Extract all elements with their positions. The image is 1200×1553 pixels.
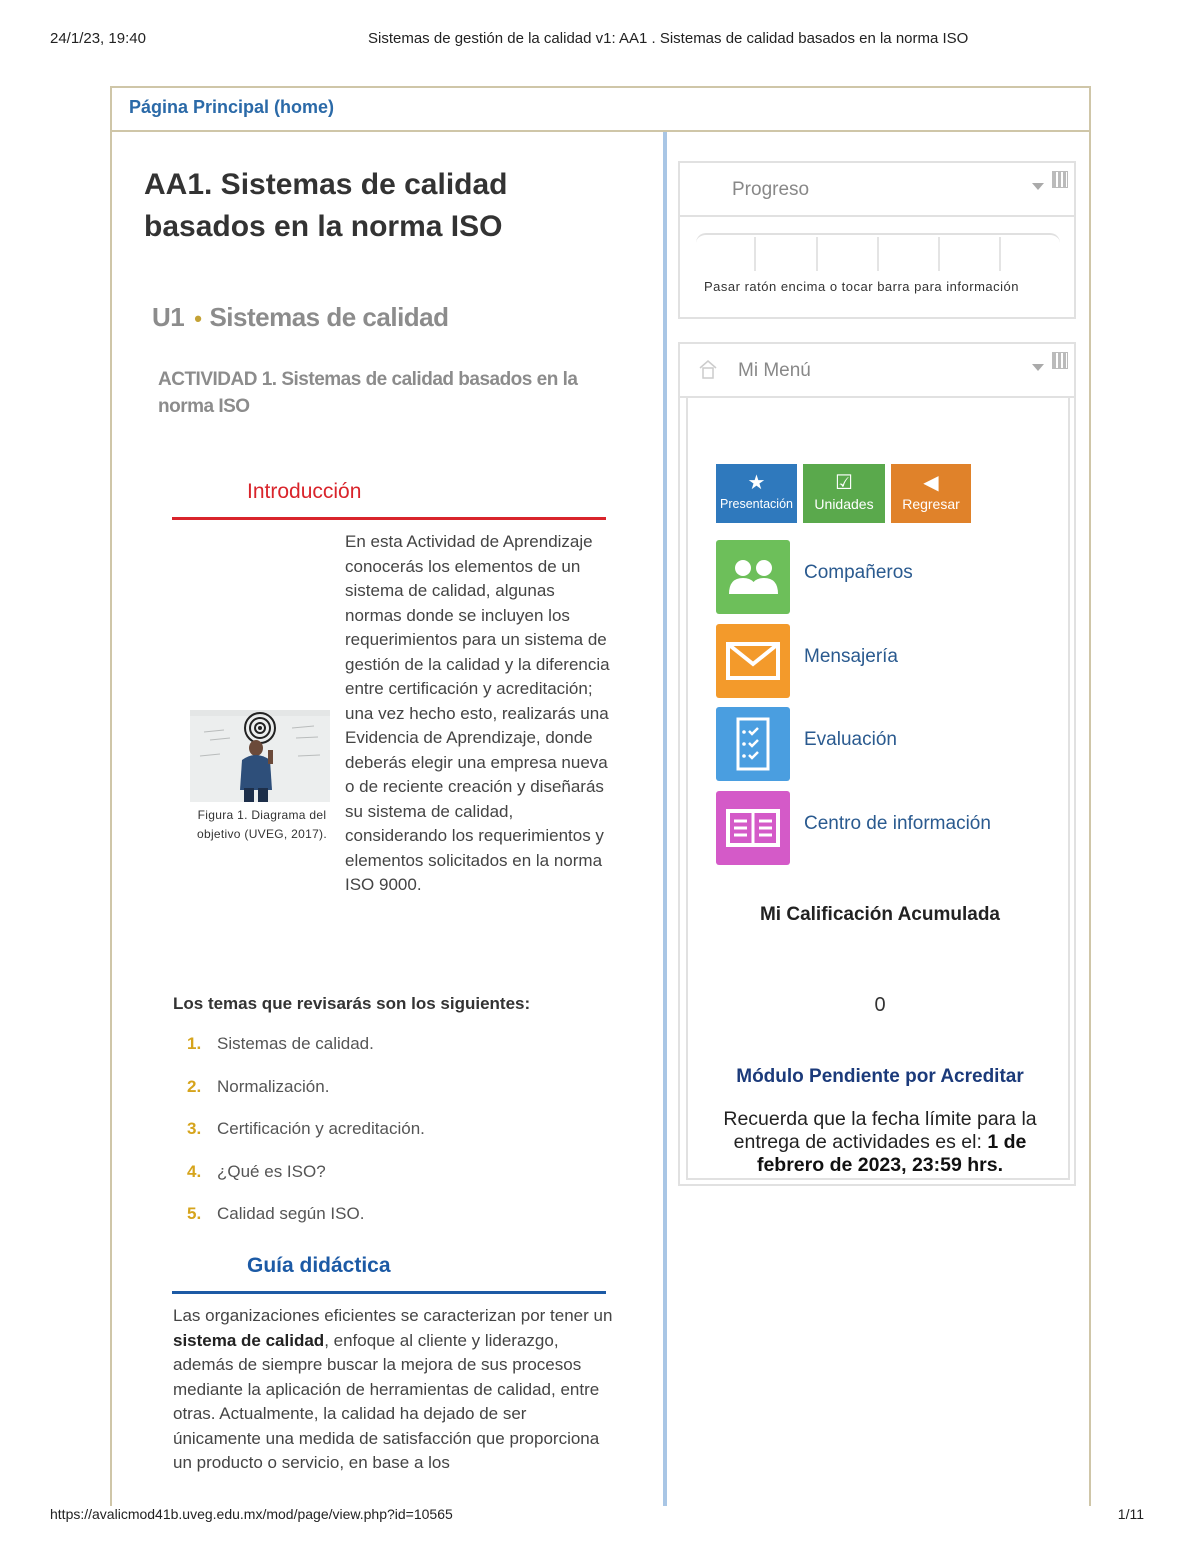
pending-module-title: Módulo Pendiente por Acreditar bbox=[736, 1066, 1024, 1087]
tile-label: Presentación bbox=[720, 497, 793, 511]
main-content bbox=[112, 132, 663, 1506]
print-header bbox=[50, 30, 1150, 50]
list-number: 1. bbox=[187, 1034, 202, 1053]
deadline-text: Recuerda que la fecha límite para la entrega de actividades es el: bbox=[723, 1108, 1037, 1153]
list-text: Certificación y acreditación. bbox=[217, 1119, 425, 1139]
unit-bullet-icon: • bbox=[194, 306, 202, 331]
intro-heading bbox=[172, 480, 606, 520]
progress-block bbox=[678, 161, 1076, 319]
list-item bbox=[187, 1204, 425, 1247]
deadline-notice bbox=[706, 1108, 1054, 1177]
progress-hint: Pasar ratón encima o tocar barra para información bbox=[704, 279, 1019, 294]
guide-heading bbox=[172, 1254, 606, 1294]
guide-heading-label: Guía didáctica bbox=[247, 1254, 391, 1277]
column-divider bbox=[663, 132, 667, 1506]
unit-heading bbox=[152, 302, 449, 333]
list-item bbox=[187, 1119, 425, 1162]
back-button[interactable] bbox=[891, 464, 971, 523]
list-item bbox=[187, 1034, 425, 1077]
print-datetime: 24/1/23, 19:40 bbox=[50, 30, 146, 47]
print-document-title: Sistemas de gestión de la calidad v1: AA1 . Sistemas de calidad basados en la norma ISO bbox=[368, 30, 969, 47]
progress-cell-divider bbox=[816, 237, 818, 271]
units-button[interactable] bbox=[803, 464, 885, 523]
collapse-caret-icon[interactable] bbox=[1032, 183, 1044, 190]
topics-list bbox=[187, 1034, 425, 1247]
progress-cell-divider bbox=[754, 237, 756, 271]
menu-item-label: Compañeros bbox=[804, 562, 913, 583]
menu-item-classmates[interactable] bbox=[716, 540, 1056, 614]
guide-paragraph bbox=[173, 1304, 613, 1476]
print-footer bbox=[50, 1506, 1150, 1526]
list-text: Sistemas de calidad. bbox=[217, 1034, 374, 1053]
menu-item-label: Mensajería bbox=[804, 646, 898, 667]
list-text: Calidad según ISO. bbox=[217, 1204, 365, 1224]
print-page-count: 1/11 bbox=[1117, 1506, 1144, 1522]
book-icon bbox=[716, 791, 790, 865]
print-url: https://avalicmod41b.uveg.edu.mx/mod/page/view.php?id=10565 bbox=[50, 1506, 453, 1522]
envelope-icon bbox=[716, 624, 790, 698]
unit-name: Sistemas de calidad bbox=[209, 302, 449, 332]
list-number: 3. bbox=[187, 1119, 202, 1139]
figure-image bbox=[190, 710, 330, 802]
deadline-date: 1 de febrero de 2023, 23:59 hrs. bbox=[756, 1131, 1027, 1176]
progress-block-title: Progreso bbox=[732, 179, 810, 200]
tile-label: Regresar bbox=[902, 496, 960, 512]
my-menu-block-title: Mi Menú bbox=[738, 360, 811, 381]
back-arrow-icon: ◀ bbox=[923, 472, 939, 494]
page-frame bbox=[110, 86, 1091, 1506]
tile-label: Unidades bbox=[814, 496, 874, 512]
collapse-caret-icon[interactable] bbox=[1032, 364, 1044, 371]
list-number: 2. bbox=[187, 1076, 202, 1096]
list-number: 4. bbox=[187, 1161, 202, 1181]
guide-text-part: , enfoque al cliente y liderazgo, además de siempre buscar la mejora de sus procesos mediante la aplicación de herramientas de calidad, entre otras. Actualmente, la calidad ha dejado de ser únicamente una medida de satisfacción que proporciona un producto o servicio, en base a los bbox=[173, 1330, 600, 1472]
presentation-button[interactable] bbox=[716, 464, 797, 523]
my-menu-block bbox=[678, 342, 1076, 1186]
figure bbox=[188, 710, 336, 844]
guide-text-part: Las organizaciones eficientes se caracterizan por tener un bbox=[173, 1306, 613, 1325]
home-link[interactable]: Página Principal (home) bbox=[129, 97, 335, 117]
list-item bbox=[187, 1162, 425, 1205]
my-menu-block-header bbox=[680, 344, 1074, 398]
progress-cell-divider bbox=[938, 237, 940, 271]
target-diagram-icon bbox=[190, 710, 330, 802]
activity-title: ACTIVIDAD 1. Sistemas de calidad basados en la norma ISO bbox=[158, 369, 578, 417]
menu-item-information-center[interactable] bbox=[716, 791, 1056, 865]
unit-code: U1 bbox=[152, 302, 185, 332]
checklist-icon bbox=[716, 707, 790, 781]
list-number: 5. bbox=[187, 1204, 202, 1224]
list-text: Normalización. bbox=[217, 1076, 330, 1096]
menu-item-label: Evaluación bbox=[804, 729, 897, 750]
list-item bbox=[187, 1077, 425, 1120]
menu-item-label: Centro de información bbox=[804, 813, 991, 834]
star-icon: ★ bbox=[747, 472, 766, 494]
page-title: AA1. Sistemas de calidad basados en la norma ISO bbox=[144, 168, 508, 243]
list-text: ¿Qué es ISO? bbox=[217, 1161, 326, 1181]
menu-item-evaluation[interactable] bbox=[716, 707, 1056, 781]
guide-heading-rule bbox=[172, 1291, 606, 1294]
figure-caption: Figura 1. Diagrama del objetivo (UVEG, 2017). bbox=[197, 808, 327, 841]
navbar bbox=[112, 86, 1089, 132]
checklist-icon: ☑ bbox=[835, 472, 853, 494]
progress-block-header bbox=[680, 163, 1074, 217]
dock-block-icon[interactable] bbox=[1052, 171, 1068, 188]
users-icon bbox=[716, 540, 790, 614]
grade-value: 0 bbox=[874, 994, 886, 1016]
home-icon bbox=[698, 358, 718, 380]
dock-block-icon[interactable] bbox=[1052, 352, 1068, 369]
progress-cell-divider bbox=[999, 237, 1001, 271]
progress-bar[interactable] bbox=[696, 233, 1060, 271]
guide-text-bold: sistema de calidad bbox=[173, 1330, 325, 1350]
progress-cell-divider bbox=[877, 237, 879, 271]
menu-item-messaging[interactable] bbox=[716, 624, 1056, 698]
intro-paragraph: En esta Actividad de Aprendizaje conocerás los elementos de un sistema de calidad, algunas normas donde se incluyen los requerimientos para un sistema de gestión de la calidad y la diferencia entre certificación y acreditación; una vez hecho esto, realizarás una Evidencia de Aprendizaje, donde deberás elegir una empresa nueva o de reciente creación y diseñarás su sistema de calidad, considerando los requerimientos y elementos solicitados en la norma ISO 9000. bbox=[345, 532, 610, 894]
my-menu-content bbox=[686, 396, 1070, 1180]
intro-heading-label: Introducción bbox=[247, 480, 362, 503]
topics-title: Los temas que revisarás son los siguientes: bbox=[173, 994, 531, 1013]
grade-title: Mi Calificación Acumulada bbox=[759, 904, 1000, 925]
intro-heading-rule bbox=[172, 517, 606, 520]
